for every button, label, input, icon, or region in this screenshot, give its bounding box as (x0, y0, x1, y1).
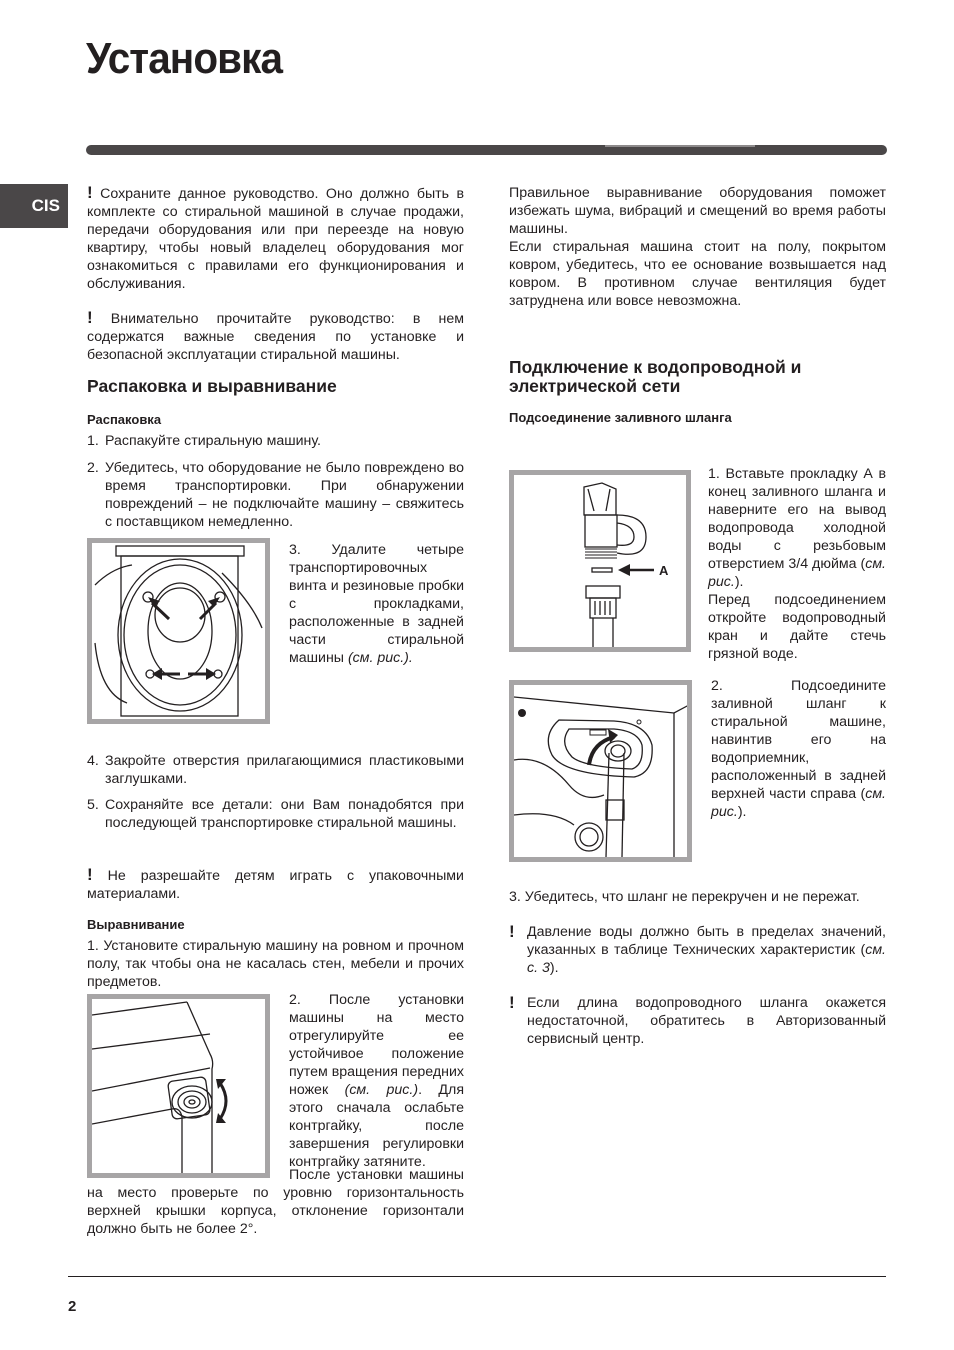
page-number: 2 (68, 1298, 77, 1315)
subsection-leveling: Выравнивание (87, 917, 185, 932)
figure-gasket (509, 470, 691, 652)
figure-transport-screws (87, 538, 270, 724)
figure-reference: см. рис. (711, 786, 886, 820)
leveling-step-2: 2. После установки машины на место отрегулируйте ее устойчивое положение путем вращения передних ножек (см. рис.). Для этого сначала ослабьте контргайку, после завершения регулировки контргайку затяните. (289, 992, 464, 1170)
warning-icon: ! (509, 922, 515, 941)
warning-icon: ! (87, 865, 93, 884)
hose-connection-illustration (514, 685, 687, 857)
gasket-label: A (659, 563, 669, 578)
figure-reference: (см. рис.) (344, 1082, 419, 1098)
warning-water-pressure: ! Давление воды должно быть в пределах значений, указанных в таблице Технических характеристик (см. с. 3). (509, 922, 886, 976)
hose-step-1: 1. Вставьте прокладку А в конец заливного шланга и наверните его на вывод водопровода холодной воды с резьбовым отверстием 3/4 дюйма (см. рис.). Перед подсоединением откройте водопроводный кран и дайте стечь грязной воде. (708, 466, 886, 662)
notice-read-manual: ! Внимательно прочитайте руководство: в нем содержатся важные сведения по установке и безопасной эксплуатации стиральной машины. (87, 308, 464, 363)
washing-machine-back-illustration (92, 543, 265, 719)
page-reference: см. с. 3 (527, 942, 886, 976)
warning-icon: ! (87, 183, 93, 202)
notice-keep-manual: ! Сохраните данное руководство. Оно должно быть в комплекте со стиральной машиной в случае продажи, передачи оборудования или при переезде на новую квартиру, чтобы новый владелец оборудования мог ознакомиться с правилами его функционирования и обслуживания. (87, 183, 464, 292)
figure-hose-connection (509, 680, 692, 862)
page-title: Установка (86, 34, 283, 83)
warning-hose-length: ! Если длина водопроводного шланга окажется недостаточной, обратитесь в Авторизованный сервисный центр. (509, 993, 886, 1047)
title-rule (86, 145, 887, 155)
section-connection: Подключение к водопроводной и электрической сети (509, 357, 802, 396)
leveling-step-1: 1. Установите стиральную машину на ровном и прочном полу, так чтобы она не касалась стен, мебели и прочих предметов. (87, 938, 464, 990)
warning-icon: ! (509, 993, 515, 1012)
figure-reference: см. рис. (708, 556, 886, 590)
language-tab-label: CIS (31, 196, 60, 215)
title-rule-highlight (605, 145, 755, 147)
unpack-step-5: 5. Сохраняйте все детали: они Вам понадобятся при последующей транспортировке стиральной машины. (87, 797, 464, 831)
unpack-step-3: 3. Удалите четыре транспортировочных винта и резиновые пробки с прокладками, расположенные в задней части стиральной машины (см. рис.). (289, 542, 464, 666)
carpet-note: Если стиральная машина стоит на полу, покрытом ковром, убедитесь, что ее основание возвышается над ковром. В противном случае вентиляция будет затруднена или вовсе невозможна. (509, 239, 886, 309)
language-tab (0, 184, 68, 228)
figure-reference: (см. рис.). (347, 650, 413, 666)
warning-icon: ! (87, 308, 93, 327)
subsection-unpacking: Распаковка (87, 412, 162, 427)
subsection-inlet-hose: Подсоединение заливного шланга (509, 410, 732, 425)
unpack-step-2: 2. Убедитесь, что оборудование не было повреждено во время транспортировки. При обнаружении повреждений – не подключайте машину – свяжитесь с поставщиком немедленно. (87, 460, 464, 530)
hose-step-2: 2. Подсоедините заливной шланг к стиральной машине, навинтив его на водоприемник, расположенный в задней верхней части справа (см. рис.). (711, 678, 886, 820)
tap-gasket-illustration (514, 475, 686, 647)
footer-rule (68, 1276, 886, 1277)
section-unpacking-leveling: Распаковка и выравнивание (87, 376, 337, 396)
leveling-check: После установки машины на место проверьте по уровню горизонтальность верхней крышки корпуса, отклонение горизонтали должно быть не более 2°. (87, 1167, 464, 1237)
figure-adjustable-foot (87, 994, 270, 1178)
notice-children: ! Не разрешайте детям играть с упаковочными материалами. (87, 865, 464, 902)
unpack-step-1: 1. Распакуйте стиральную машину. (87, 433, 321, 449)
leveling-benefit: Правильное выравнивание оборудования поможет избежать шума, вибраций и смещений во время работы машины. (509, 185, 886, 237)
unpack-step-4: 4. Закройте отверстия прилагающимися пластиковыми заглушками. (87, 753, 464, 787)
adjustable-foot-illustration (92, 999, 265, 1173)
hose-step-3: 3. Убедитесь, что шланг не перекручен и не пережат. (509, 889, 860, 905)
